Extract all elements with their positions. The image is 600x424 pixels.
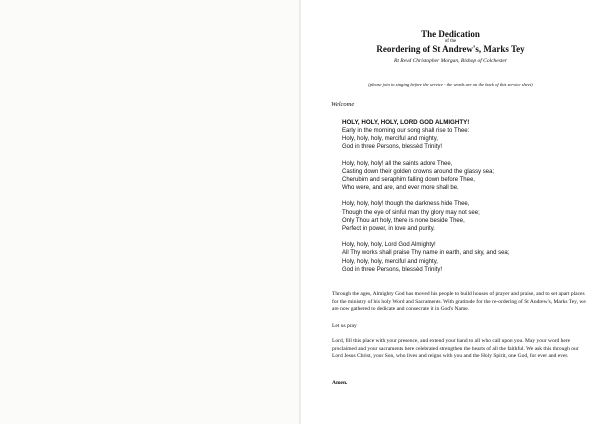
hymn-verse bbox=[342, 127, 587, 152]
hymn bbox=[342, 119, 587, 282]
hymn-line: Though the eye of sinful man thy glory may not see; bbox=[342, 209, 480, 216]
amen: Amen. bbox=[332, 380, 348, 386]
hymn-line: All Thy works shall praise Thy name in earth, and sky, and sea; bbox=[342, 250, 510, 257]
let-us-pray: Let us pray bbox=[332, 323, 357, 329]
hymn-line: Cherubim and seraphim falling down before Thee, bbox=[342, 177, 475, 184]
welcome-heading: Welcome bbox=[331, 101, 355, 108]
singing-note: (please join in singing before the service - the words are on the back of this service sheet) bbox=[368, 82, 533, 87]
right-page bbox=[301, 0, 600, 424]
hymn-line: God in three Persons, blessèd Trinity! bbox=[342, 144, 443, 151]
hymn-line: Only Thou art holy, there is none beside Thee, bbox=[342, 217, 465, 224]
title-connector: of the bbox=[444, 39, 457, 44]
page-subtitle: Reordering of St Andrew's, Marks Tey bbox=[376, 44, 525, 54]
dedication-intro: Through the ages, Almighty God has moved his people to build houses of prayer and praise, and to set apart places for the ministry of his holy Word and Sacraments. With gratitude for the re-ordering of St Andrew's, Marks Tey, we are now gathered to dedicate and consecrate it in God's Name. bbox=[332, 291, 586, 313]
hymn-line: Holy, holy, holy! all the saints adore Thee, bbox=[342, 160, 453, 167]
hymn-line: Holy, holy, holy, Lord God Almighty! bbox=[342, 242, 436, 249]
hymn-line: God in three Persons, blessèd Trinity! bbox=[342, 266, 443, 273]
hymn-verse bbox=[342, 241, 587, 274]
dedication-prayer: Lord, fill this place with your presence, and extend your hand to all who call upon you. May your word here proclaimed and your sacraments here celebrated strengthen the hearts of all the faithful. We ask this through our Lord Jesus Christ, your Son, who lives and reigns with you and the Holy Spirit, one God, for ever and ever. bbox=[332, 338, 579, 360]
hymn-line: Holy, holy, holy, merciful and mighty, bbox=[342, 258, 438, 265]
hymn-line: Holy, holy, holy, merciful and mighty, bbox=[342, 136, 438, 143]
page-title: The Dedication bbox=[421, 29, 480, 39]
hymn-title: HOLY, HOLY, HOLY, LORD GOD ALMIGHTY! bbox=[342, 119, 470, 126]
officiant: Rt Revd Christopher Morgan, Bishop of Colchester bbox=[394, 58, 507, 64]
hymn-line: Casting down their golden crowns around the glassy sea; bbox=[342, 168, 495, 175]
hymn-line: Holy, holy, holy! though the darkness hide Thee, bbox=[342, 201, 470, 208]
hymn-line: Who were, and are, and ever more shall be. bbox=[342, 185, 459, 192]
hymn-line: Early in the morning our song shall rise to Thee: bbox=[342, 128, 470, 134]
hymn-line: Perfect in power, in love and purity. bbox=[342, 226, 435, 233]
hymn-verse bbox=[342, 200, 587, 233]
hymn-verse bbox=[342, 160, 587, 193]
